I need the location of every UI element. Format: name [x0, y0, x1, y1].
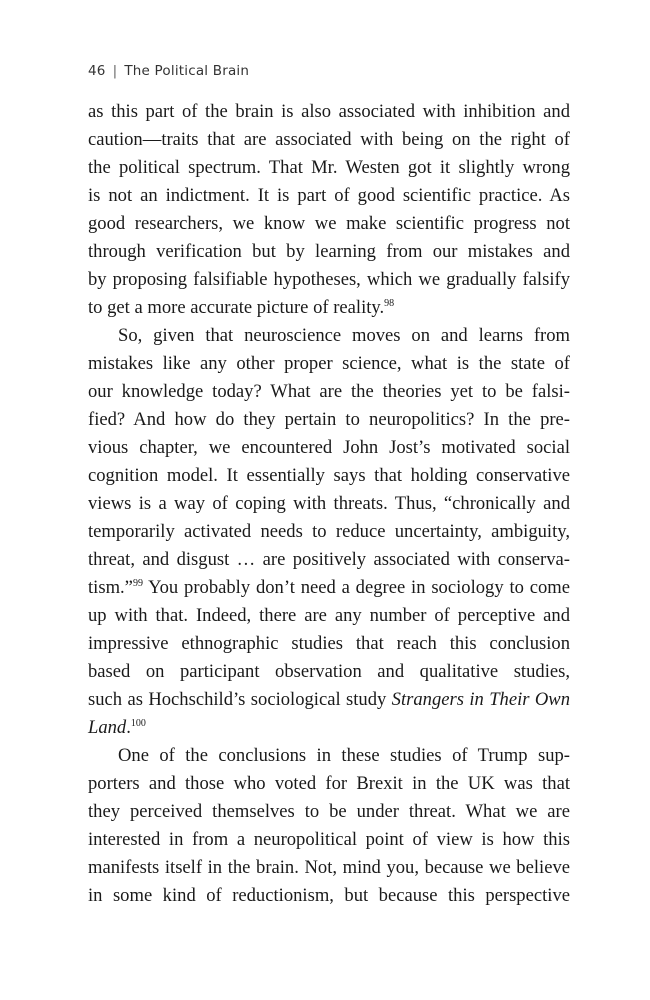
- text-line: is not an indictment. It is part of good scientific practice. As: [88, 185, 570, 206]
- text-line: mistakes like any other proper science, what is the state of: [88, 353, 570, 374]
- line-text: .: [126, 717, 131, 738]
- running-head-separator: |: [112, 63, 118, 79]
- text-line: [88, 574, 570, 602]
- text-line: [88, 294, 570, 322]
- text-line: cognition model. It essentially says that holding conservative: [88, 465, 570, 486]
- text-line: caution—traits that are associated with being on the right of: [88, 129, 570, 150]
- book-title: Land: [88, 717, 127, 738]
- text-line: good researchers, we know we make scientific progress not: [88, 213, 570, 234]
- text-line: views is a way of coping with threats. Thus, “chronically and: [88, 493, 570, 514]
- text-line: up with that. Indeed, there are any number of perceptive and: [88, 605, 570, 626]
- text-line: One of the conclusions in these studies of Trump sup-: [118, 745, 570, 766]
- text-line: So, given that neuroscience moves on and learns from: [118, 325, 570, 346]
- text-line: interested in from a neuropolitical point of view is how this: [88, 829, 570, 850]
- page-number: 46: [88, 63, 106, 79]
- text-line: [88, 714, 570, 742]
- text-line: as this part of the brain is also associated with inhibition and: [88, 101, 570, 122]
- text-line: our knowledge today? What are the theories yet to be falsi-: [88, 381, 570, 402]
- line-text: You probably don’t need a degree in sociology to come: [142, 577, 570, 598]
- running-head-title: The Political Brain: [124, 63, 250, 79]
- text-line: in some kind of reductionism, but because this perspective: [88, 885, 570, 906]
- text-line: vious chapter, we encountered John Jost’s motivated social: [88, 437, 570, 458]
- text-line: impressive ethnographic studies that reach this conclusion: [88, 633, 570, 654]
- text-line: based on participant observation and qualitative studies,: [88, 661, 570, 682]
- text-line: temporarily activated needs to reduce uncertainty, ambiguity,: [88, 521, 570, 542]
- text-line: they perceived themselves to be under threat. What we are: [88, 801, 570, 822]
- line-text: to get a more accurate picture of reality.: [88, 297, 385, 318]
- text-line: the political spectrum. That Mr. Westen got it slightly wrong: [88, 157, 570, 178]
- text-line: through verification but by learning from our mistakes and: [88, 241, 570, 262]
- text-line: threat, and disgust … are positively associated with conserva-: [88, 549, 570, 570]
- text-line: by proposing falsifiable hypotheses, which we gradually falsify: [88, 269, 570, 290]
- footnote-ref-98[interactable]: 98: [384, 298, 395, 309]
- body-text: [88, 98, 570, 910]
- book-title: Strangers in Their Own: [391, 689, 570, 710]
- running-head: [88, 63, 249, 79]
- footnote-ref-100[interactable]: 100: [130, 718, 146, 729]
- line-text: such as Hochschild’s sociological study: [88, 689, 392, 710]
- footnote-ref-99[interactable]: 99: [132, 578, 143, 589]
- line-text: tism.”: [88, 577, 133, 598]
- text-line: manifests itself in the brain. Not, mind you, because we believe: [88, 857, 570, 878]
- text-line: [88, 686, 570, 714]
- text-line: fied? And how do they pertain to neuropolitics? In the pre-: [88, 409, 570, 430]
- text-line: porters and those who voted for Brexit in the UK was that: [88, 773, 570, 794]
